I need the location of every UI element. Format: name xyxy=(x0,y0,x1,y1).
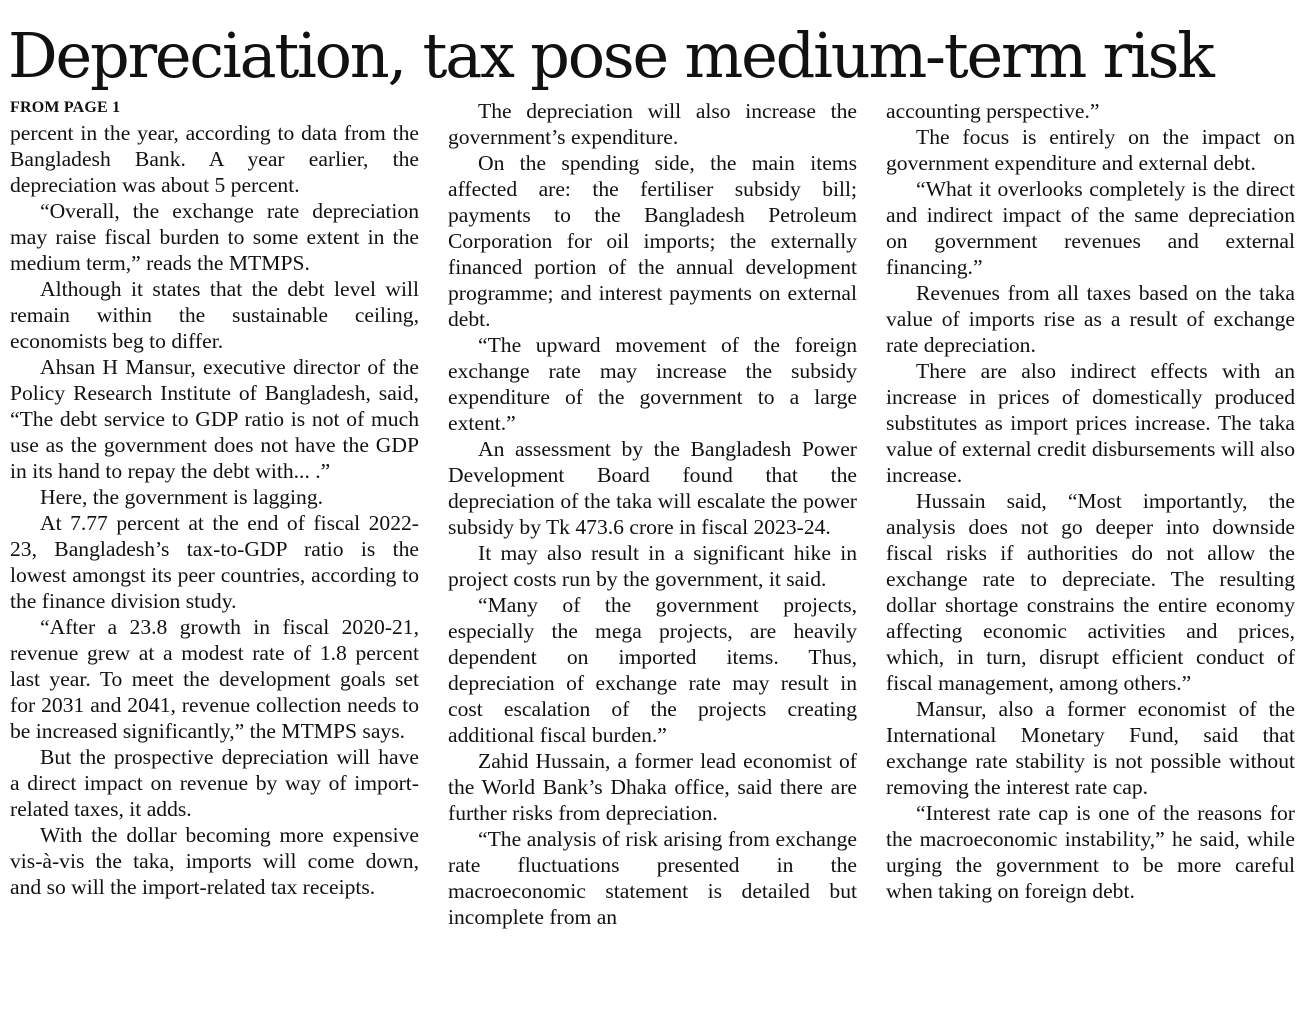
paragraph: With the dollar becoming more expensive vis-à-vis the taka, imports will come down, and so will the import-related tax receipts. xyxy=(10,823,419,899)
paragraph: Although it states that the debt level will remain within the sustainable ceiling, economists beg to differ. xyxy=(10,277,419,353)
paragraph: “The upward movement of the foreign exchange rate may increase the subsidy expenditure of the government to a large extent.” xyxy=(448,333,857,435)
paragraph: An assessment by the Bangladesh Power Development Board found that the depreciation of the taka will escalate the power subsidy by Tk 473.6 crore in fiscal 2023-24. xyxy=(448,437,857,539)
paragraph: But the prospective depreciation will have a direct impact on revenue by way of import-related taxes, it adds. xyxy=(10,745,419,821)
paragraph: “Many of the government projects, especially the mega projects, are heavily dependent on imported items. Thus, depreciation of exchange rate may result in cost escalation of the projects creating additional fiscal burden.” xyxy=(448,593,857,747)
paragraph: Here, the government is lagging. xyxy=(40,485,324,509)
paragraph: “Interest rate cap is one of the reasons for the macroeconomic instability,” he said, while urging the government to be more careful when taking on foreign debt. xyxy=(886,801,1295,903)
paragraph: accounting perspective.” xyxy=(886,99,1100,123)
paragraph: “The analysis of risk arising from exchange rate fluctuations presented in the macroeconomic statement is detailed but incomplete from an xyxy=(448,827,857,929)
paragraph: Ahsan H Mansur, executive director of the Policy Research Institute of Bangladesh, said, “The debt service to GDP ratio is not of much use as the government does not have the GDP in its hand to repay the debt with... .” xyxy=(10,355,419,483)
paragraph: There are also indirect effects with an increase in prices of domestically produced substitutes as import prices increase. The taka value of external credit disbursements will also increase. xyxy=(886,359,1295,487)
paragraph: The depreciation will also increase the government’s expenditure. xyxy=(448,99,857,149)
paragraph: Revenues from all taxes based on the taka value of imports rise as a result of exchange rate depreciation. xyxy=(886,281,1295,357)
paragraph: “Overall, the exchange rate depreciation may raise fiscal burden to some extent in the medium term,” reads the MTMPS. xyxy=(10,199,419,275)
article-column-1 xyxy=(10,98,419,1020)
paragraph: “After a 23.8 growth in fiscal 2020-21, revenue grew at a modest rate of 1.8 percent last year. To meet the development goals set for 2031 and 2041, revenue collection needs to be increased significantly,” the MTMPS says. xyxy=(10,615,419,743)
paragraph: Zahid Hussain, a former lead economist of the World Bank’s Dhaka office, said there are further risks from depreciation. xyxy=(448,749,857,825)
paragraph: Mansur, also a former economist of the International Monetary Fund, said that exchange rate stability is not possible without removing the interest rate cap. xyxy=(886,697,1295,799)
paragraph: It may also result in a significant hike in project costs run by the government, it said. xyxy=(448,541,857,591)
paragraph: percent in the year, according to data from the Bangladesh Bank. A year earlier, the depreciation was about 5 percent. xyxy=(10,121,419,197)
article-column-2 xyxy=(448,98,857,1020)
jump-label: FROM PAGE 1 xyxy=(10,99,121,116)
paragraph: The focus is entirely on the impact on government expenditure and external debt. xyxy=(886,125,1295,175)
paragraph: “What it overlooks completely is the direct and indirect impact of the same depreciation on government revenues and external financing.” xyxy=(886,177,1295,279)
paragraph: Hussain said, “Most importantly, the analysis does not go deeper into downside fiscal risks if authorities do not allow the exchange rate to depreciate. The resulting dollar shortage constrains the entire economy affecting economic activities and prices, which, in turn, disrupt efficient conduct of fiscal management, among others.” xyxy=(886,489,1295,695)
article-column-3 xyxy=(886,98,1295,1020)
headline: Depreciation, tax pose medium-term risk xyxy=(8,19,1213,92)
paragraph: At 7.77 percent at the end of fiscal 2022-23, Bangladesh’s tax-to-GDP ratio is the lowest amongst its peer countries, according to the finance division study. xyxy=(10,511,419,613)
paragraph: On the spending side, the main items affected are: the fertiliser subsidy bill; payments to the Bangladesh Petroleum Corporation for oil imports; the externally financed portion of the annual development programme; and interest payments on external debt. xyxy=(448,151,857,331)
